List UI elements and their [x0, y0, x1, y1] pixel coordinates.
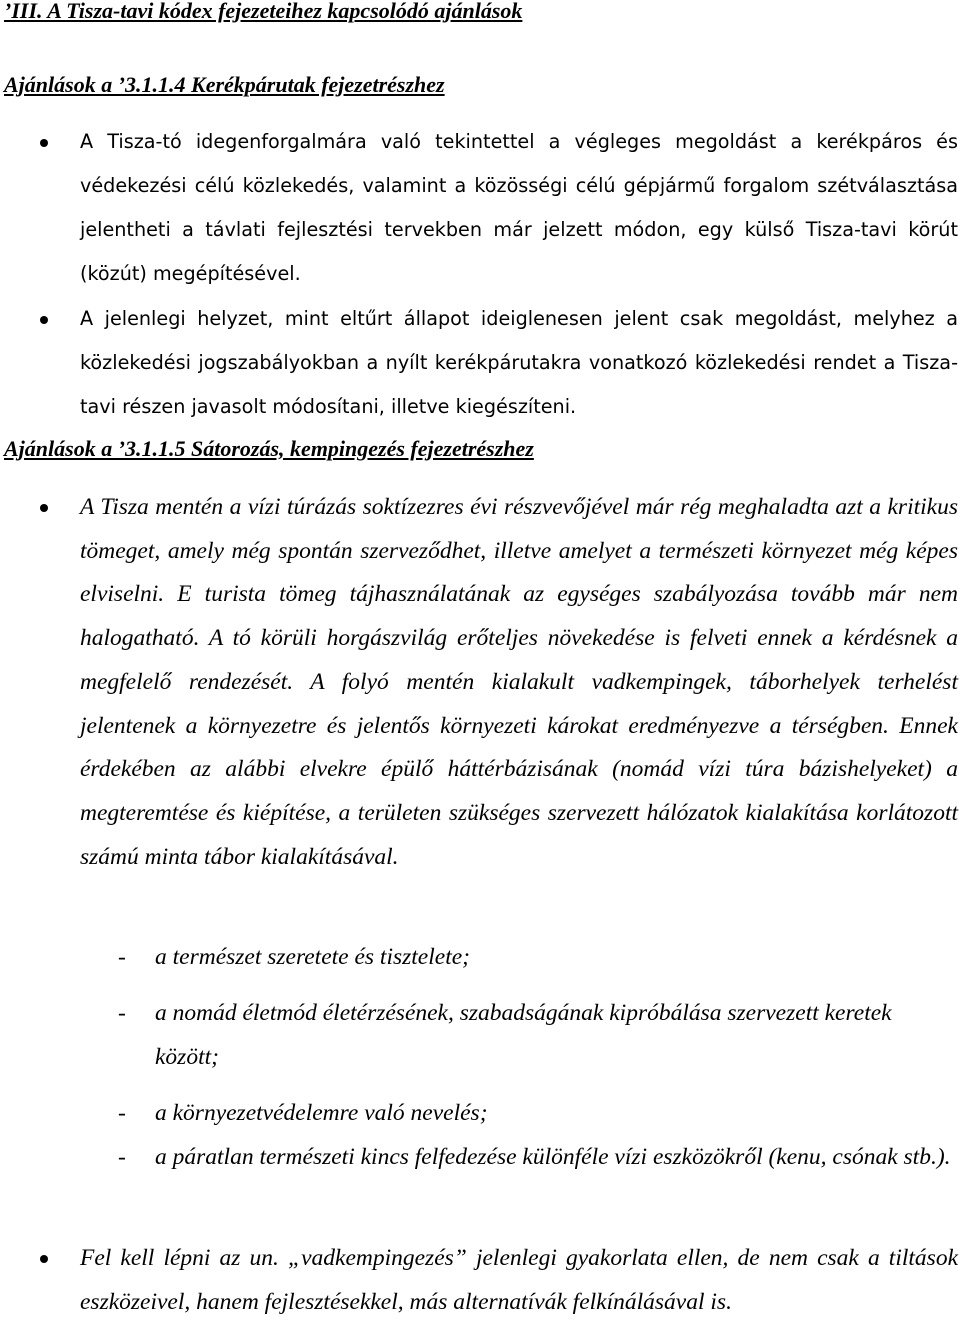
- dash-list-item: - a nomád életmód életérzésének, szabadságának kipróbálása szervezett keretek között;: [155, 991, 958, 1079]
- section-heading-satorozas: Ajánlások a ’3.1.1.5 Sátorozás, kempingezés fejezetrészhez: [4, 436, 534, 461]
- dash-list-item: - a páratlan természeti kincs felfedezése különféle vízi eszközökről (kenu, csónak stb.).: [155, 1135, 958, 1179]
- bullet-paragraph: A Tisza-tó idegenforgalmára való tekintettel a végleges megoldást a kerékpáros és védekezési célú közlekedés, valamint a közösségi célú gépjármű forgalom szétválasztása jelentheti a távlati fejlesztési tervekben már jelzett módon, egy külső Tisza-tavi körút (közút) megépítésével.: [80, 120, 958, 296]
- page-title: ’III. A Tisza-tavi kódex fejezeteihez kapcsolódó ajánlások: [4, 0, 523, 23]
- bullet-paragraph: A Tisza mentén a vízi túrázás soktízezres évi részvevőjével már rég meghaladta azt a kritikus tömeget, amely még spontán szerveződhet, illetve amelyet a természeti környezet még képes elviselni. E turista tömeg tájhasználatának az egységes szabályozása tovább már nem halogatható. A tó körüli horgászvilág erőteljes növekedése is felveti ennek a kérdésnek a megfelelő rendezését. A folyó mentén kialakult vadkempingek, táborhelyek terhelést jelentenek a környezetre és jelentős környezeti károkat eredményezve a térségben. Ennek érdekében az alábbi elvekre épülő háttérbázisának (nomád vízi túra bázishelyeket) a megteremtése és kiépítése, a területen szükséges szervezett hálózatok kialakítása korlátozott számú minta tábor kialakításával.: [80, 486, 958, 879]
- dash-list-item: - a környezetvédelemre való nevelés;: [155, 1091, 958, 1135]
- section-heading-kerekparutak: Ajánlások a ’3.1.1.4 Kerékpárutak fejezetrészhez: [4, 72, 445, 97]
- dash-list-item: - a természet szeretete és tisztelete;: [155, 935, 958, 979]
- bullet-paragraph: Fel kell lépni az un. „vadkempingezés” jelenlegi gyakorlata ellen, de nem csak a tiltások eszközeivel, hanem fejlesztésekkel, más alternatívák felkínálásával is.: [80, 1237, 958, 1324]
- bullet-paragraph: A jelenlegi helyzet, mint eltűrt állapot ideiglenesen jelent csak megoldást, melyhez a közlekedési jogszabályokban a nyílt kerékpárutakra vonatkozó közlekedési rendet a Tisza-tavi részen javasolt módosítani, illetve kiegészíteni.: [80, 297, 958, 429]
